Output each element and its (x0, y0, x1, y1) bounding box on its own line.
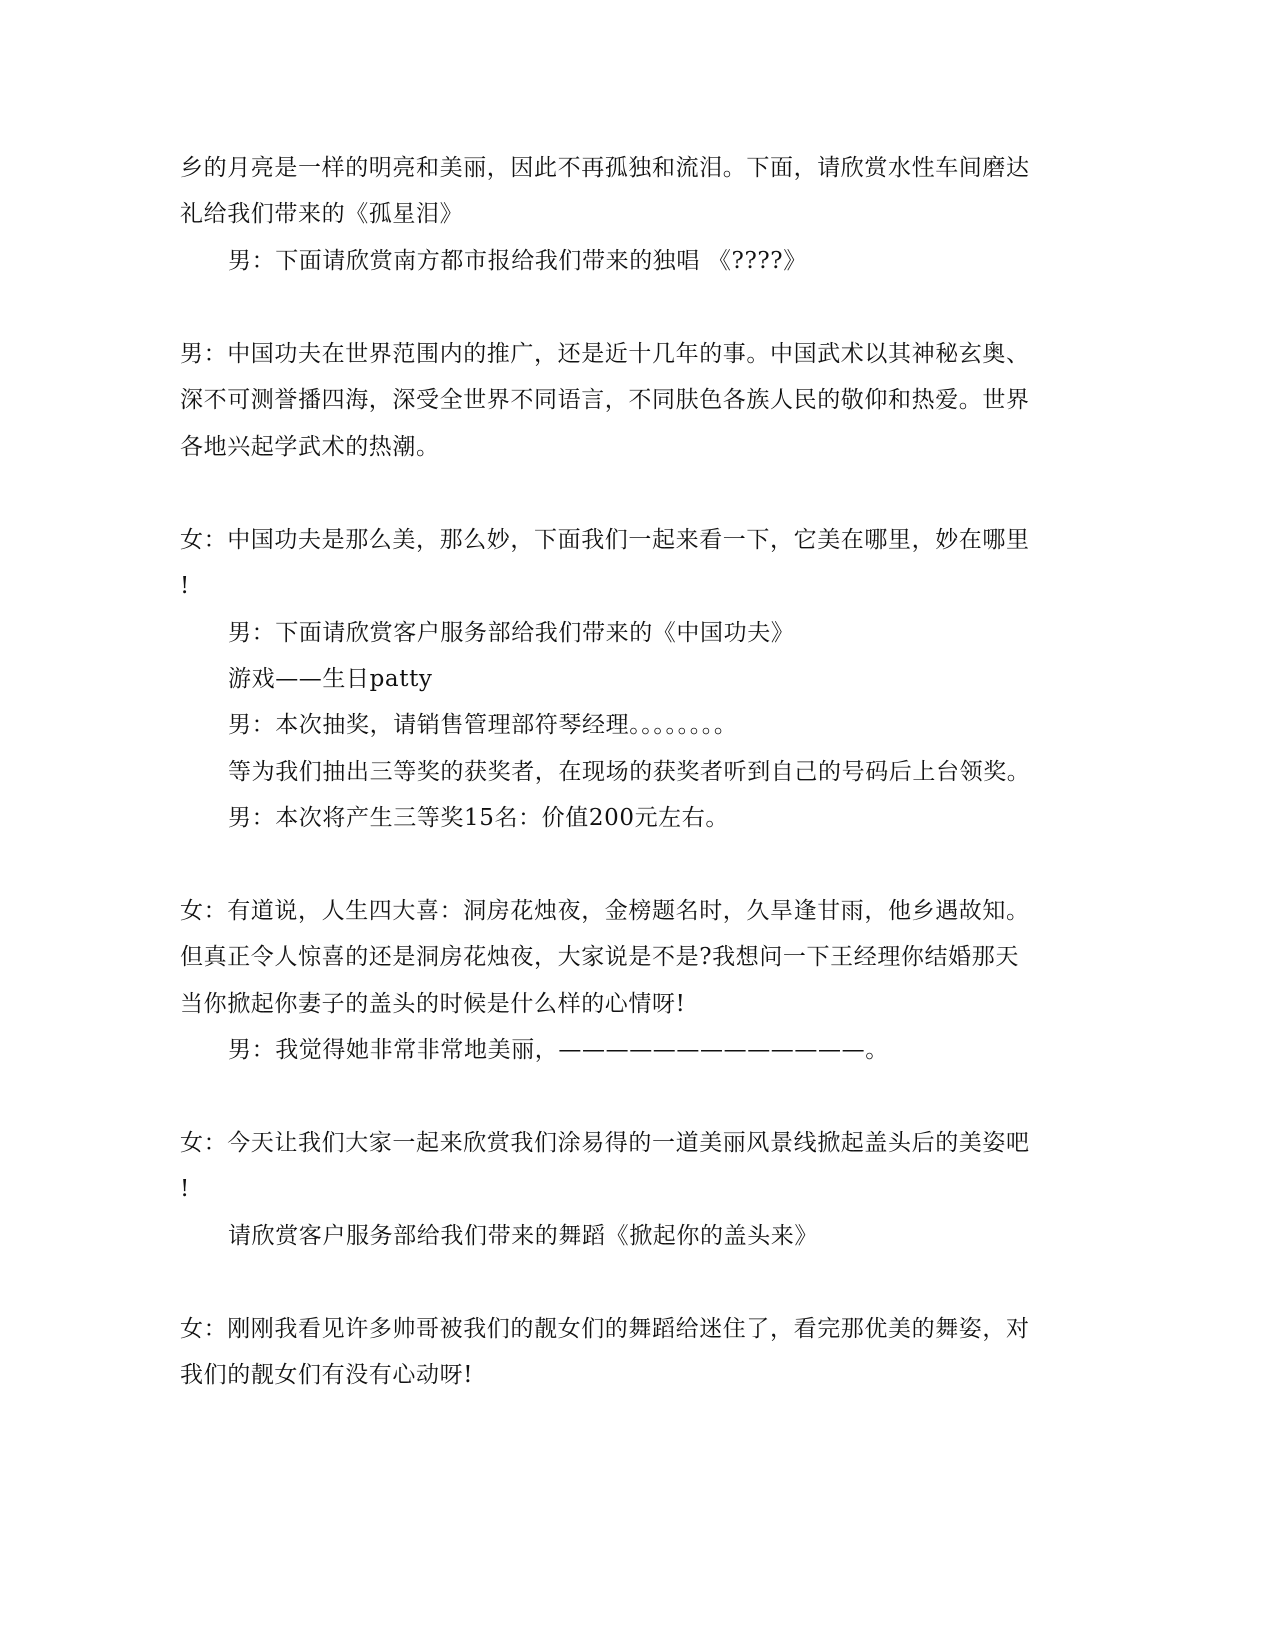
text-line: 男：中国功夫在世界范围内的推广，还是近十几年的事。中国武术以其神秘玄奥、 (180, 341, 1030, 367)
text-line: 女：刚刚我看见许多帅哥被我们的靓女们的舞蹈给迷住了，看完那优美的舞姿，对 (180, 1316, 1030, 1342)
text-line: ! (180, 573, 190, 599)
text-line: 深不可测誉播四海，深受全世界不同语言，不同肤色各族人民的敬仰和热爱。世界 (180, 387, 1030, 413)
text-line: 男：本次将产生三等奖15名：价值200元左右。 (228, 805, 729, 831)
text-line: 男：下面请欣赏南方都市报给我们带来的独唱 《????》 (228, 248, 807, 274)
text-line: ! (180, 1176, 190, 1202)
text-line: 但真正令人惊喜的还是洞房花烛夜，大家说是不是?我想问一下王经理你结婚那天 (180, 944, 1019, 970)
text-line: 等为我们抽出三等奖的获奖者，在现场的获奖者听到自己的号码后上台领奖。 (228, 759, 1031, 785)
text-line: 女：今天让我们大家一起来欣赏我们涂易得的一道美丽风景线掀起盖头后的美姿吧 (180, 1130, 1030, 1156)
text-line: 当你掀起你妻子的盖头的时候是什么样的心情呀! (180, 991, 686, 1017)
text-line: 女：有道说，人生四大喜：洞房花烛夜，金榜题名时，久旱逢甘雨，他乡遇故知。 (180, 898, 1030, 924)
text-line: 乡的月亮是一样的明亮和美丽，因此不再孤独和流泪。下面，请欣赏水性车间磨达 (180, 155, 1030, 181)
text-line: 女：中国功夫是那么美，那么妙，下面我们一起来看一下，它美在哪里，妙在哪里 (180, 527, 1030, 553)
text-line: 男：本次抽奖，请销售管理部符琴经理。。。。。。。。 (228, 712, 738, 738)
text-line: 礼给我们带来的《孤星泪》 (180, 201, 464, 227)
text-line: 男：我觉得她非常非常地美丽，—————————————。 (228, 1037, 889, 1063)
text-line: 各地兴起学武术的热潮。 (180, 434, 440, 460)
text-line: 游戏——生日patty (228, 666, 433, 692)
text-line: 男：下面请欣赏客户服务部给我们带来的《中国功夫》 (228, 620, 795, 646)
text-line: 请欣赏客户服务部给我们带来的舞蹈《掀起你的盖头来》 (228, 1223, 818, 1249)
text-line: 我们的靓女们有没有心动呀! (180, 1362, 474, 1388)
